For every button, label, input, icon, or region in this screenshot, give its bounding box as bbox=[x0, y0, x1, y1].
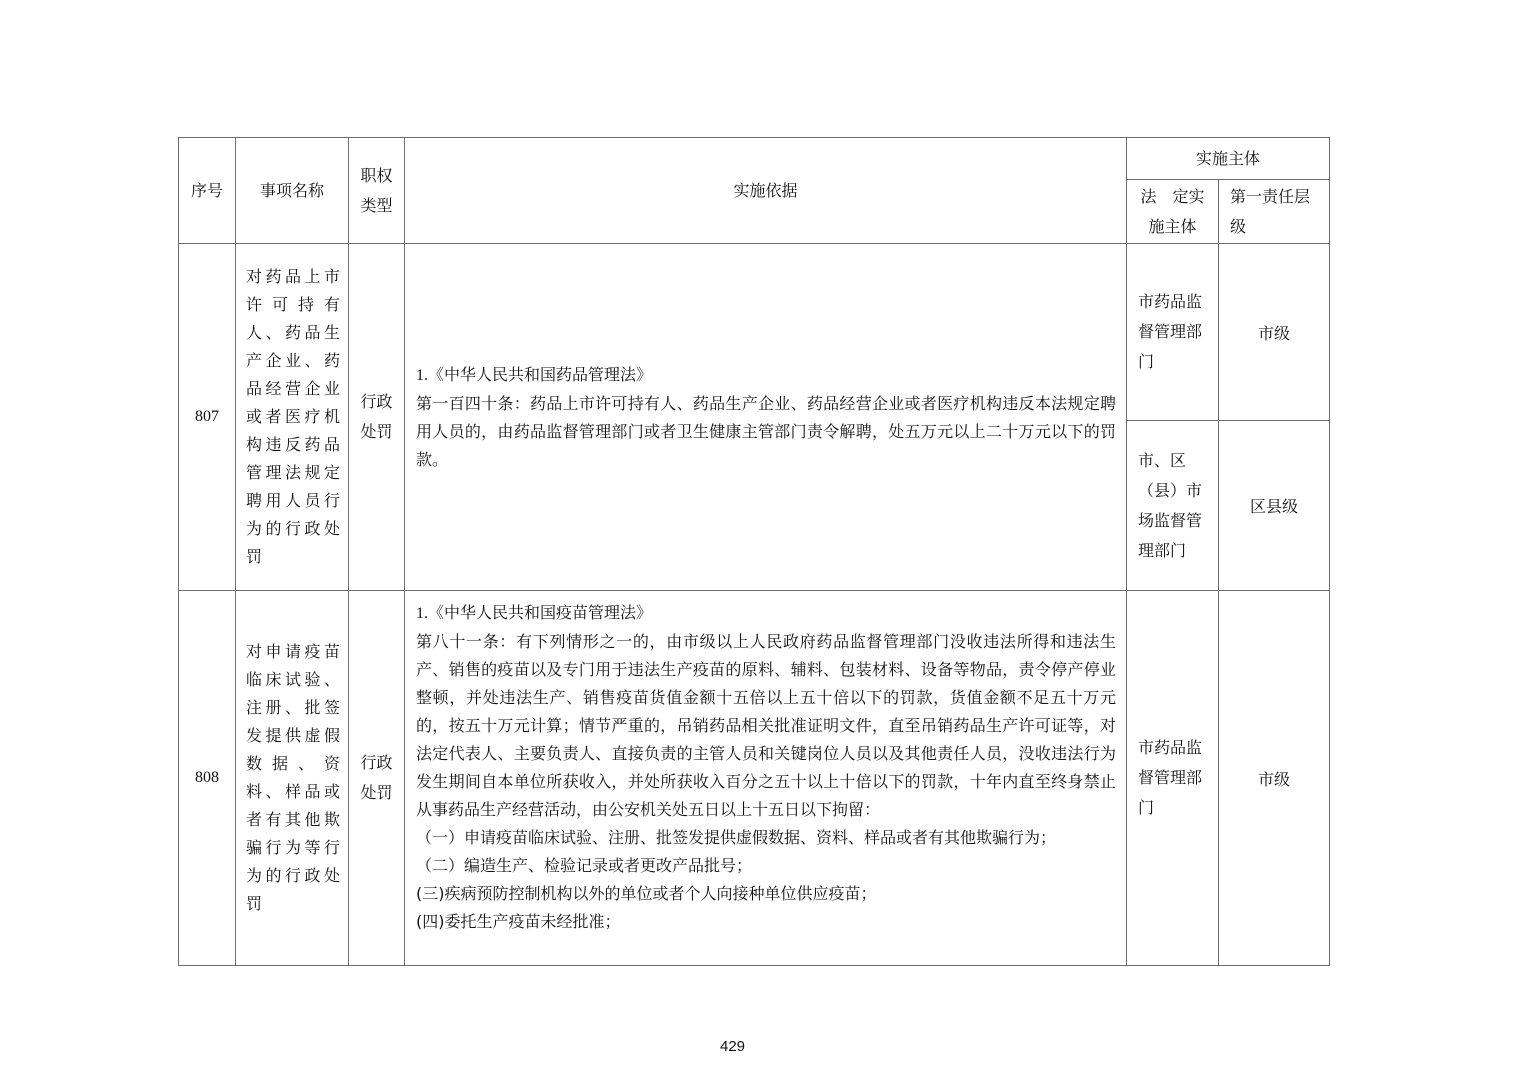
header-type: 职权类型 bbox=[349, 138, 405, 244]
table-row bbox=[179, 591, 1330, 966]
row-legal-subject: 市药品监督管理部门 bbox=[1127, 591, 1219, 966]
basis-clause: (四)委托生产疫苗未经批准； bbox=[416, 912, 621, 931]
row-power-type: 行政处罚 bbox=[349, 591, 405, 966]
header-basis: 实施依据 bbox=[405, 138, 1127, 244]
row-first-level: 区县级 bbox=[1219, 421, 1330, 591]
row-power-type: 行政处罚 bbox=[349, 244, 405, 591]
header-seq: 序号 bbox=[179, 138, 236, 244]
row-item-name: 对药品上市许可持有人、药品生产企业、药品经营企业或者医疗机构违反药品管理法规定聘用人员行为的行政处罚 bbox=[236, 244, 349, 591]
row-legal-subject: 市药品监督管理部门 bbox=[1127, 244, 1219, 421]
basis-law-title: 1.《中华人民共和国药品管理法》 bbox=[416, 364, 653, 384]
row-legal-subject: 市、区（县）市场监督管理部门 bbox=[1127, 421, 1219, 591]
row-first-level: 市级 bbox=[1219, 244, 1330, 421]
row-first-level: 市级 bbox=[1219, 591, 1330, 966]
basis-law-title: 1.《中华人民共和国疫苗管理法》 bbox=[416, 603, 653, 622]
page-number: 429 bbox=[719, 1038, 746, 1055]
row-item-name: 对申请疫苗临床试验、注册、批签发提供虚假数据、资料、样品或者有其他欺骗行为等行为的行政处罚 bbox=[236, 591, 349, 966]
basis-clause: (三)疾病预防控制机构以外的单位或者个人向接种单位供应疫苗； bbox=[416, 884, 877, 903]
row-seq: 808 bbox=[179, 591, 236, 966]
row-basis bbox=[405, 244, 1127, 591]
header-legal-subject: 法 定实施主体 bbox=[1127, 180, 1219, 244]
enforcement-table bbox=[178, 137, 1330, 966]
header-name: 事项名称 bbox=[236, 138, 349, 244]
header-first-level: 第一责任层级 bbox=[1219, 180, 1330, 244]
row-seq: 807 bbox=[179, 244, 236, 591]
row-basis bbox=[405, 591, 1127, 966]
header-row-1 bbox=[179, 138, 1330, 180]
table-row bbox=[179, 244, 1330, 421]
basis-paragraph: 第八十一条：有下列情形之一的，由市级以上人民政府药品监督管理部门没收违法所得和违法生产、销售的疫苗以及专门用于违法生产疫苗的原料、辅料、包装材料、设备等物品，责令停产停业整顿，并处违法生产、销售疫苗货值金额十五倍以上五十倍以下的罚款，货值金额不足五十万元的，按五十万元计算；情节严重的，吊销药品相关批准证明文件，直至吊销药品生产许可证等，对法定代表人、主要负责人、直接负责的主管人员和关键岗位人员以及其他责任人员，没收违法行为发生期间自本单位所获收入，并处所获收入百分之五十以上十倍以下的罚款，十年内直至终身禁止从事药品生产经营活动，由公安机关处五日以上十五日以下拘留： bbox=[416, 632, 1116, 819]
basis-clause: （二）编造生产、检验记录或者更改产品批号； bbox=[416, 856, 753, 875]
basis-clause: （一）申请疫苗临床试验、注册、批签发提供虚假数据、资料、样品或者有其他欺骗行为； bbox=[416, 828, 1057, 847]
header-subject-group: 实施主体 bbox=[1127, 138, 1330, 180]
basis-paragraph: 第一百四十条：药品上市许可持有人、药品生产企业、药品经营企业或者医疗机构违反本法规定聘用人员的，由药品监督管理部门或者卫生健康主管部门责令解聘，处五万元以上二十万元以下的罚款。 bbox=[416, 393, 1116, 469]
